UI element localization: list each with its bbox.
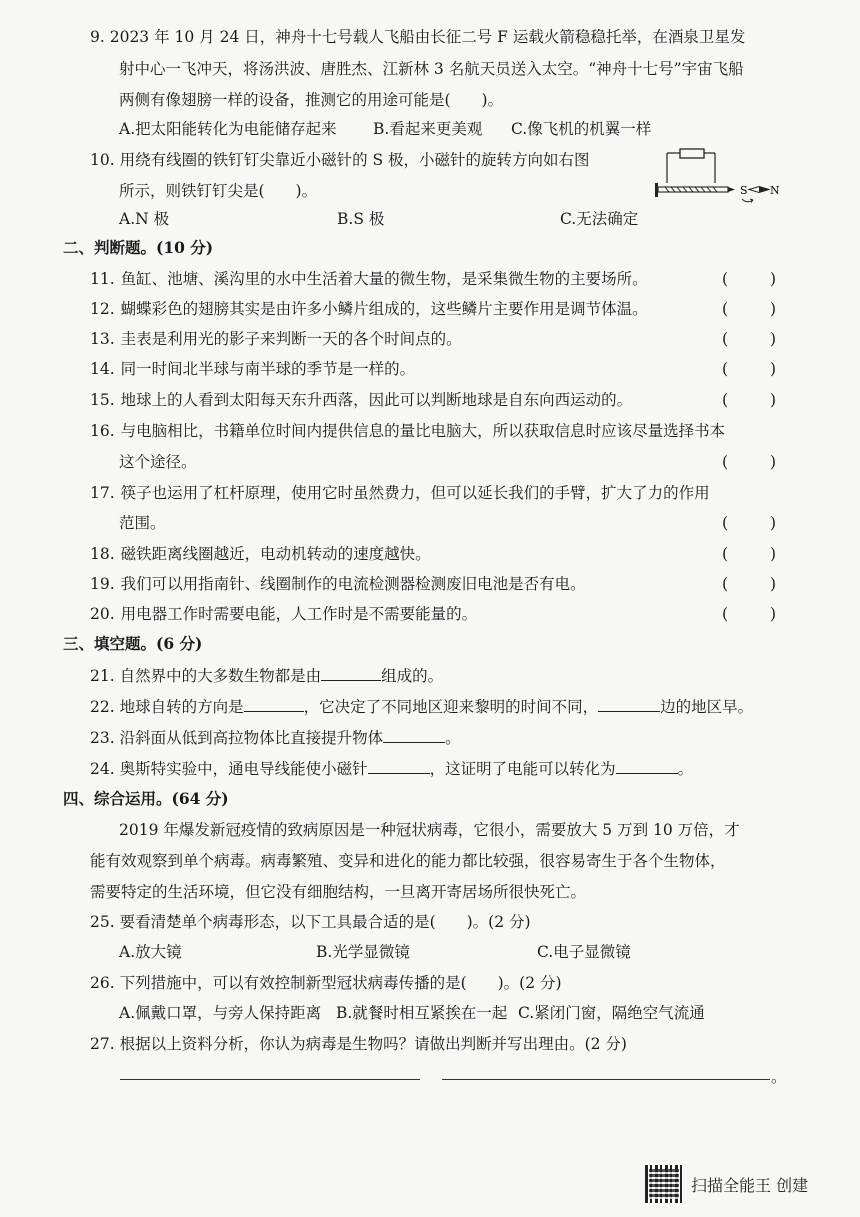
q24-text-c: 。 (677, 760, 694, 778)
answer-paren-close: ) (769, 453, 776, 471)
judge-item-number: 12. (90, 300, 115, 318)
judge-item-number: 16. (90, 422, 115, 440)
answer-paren-open: ( (722, 605, 729, 623)
answer-paren-open: ( (722, 391, 729, 409)
q21-text-b: 组成的。 (381, 667, 444, 685)
q9-line2: 射中心一飞冲天，将汤洪波、唐胜杰、江新林 3 名航天员送入太空。“神舟十七号”宇宙飞船 (119, 60, 744, 78)
answer-paren-open: ( (722, 514, 729, 532)
q21-blank[interactable] (321, 664, 381, 681)
judge-item (90, 482, 710, 504)
q23-text-a: 23. 沿斜面从低到高拉物体比直接提升物体 (90, 729, 384, 747)
q27-answer-line-2[interactable] (442, 1078, 770, 1080)
answer-paren-open: ( (722, 360, 729, 378)
q24-text-b: ，这证明了电能可以转化为 (429, 760, 616, 778)
q10-option-b: B.S 极 (337, 210, 385, 228)
section-2-title: 二、判断题。(10 分) (63, 238, 214, 257)
judge-item-continuation: 范围。 (119, 514, 166, 532)
judge-answer-box[interactable] (722, 328, 776, 350)
passage-line3: 需要特定的生活环境，但它没有细胞结构，一旦离开寄居场所很快死亡。 (90, 883, 587, 901)
q24-blank-2[interactable] (616, 757, 678, 774)
q22-text-a: 22. 地球自转的方向是 (90, 698, 244, 716)
nail-coil-compass-figure (645, 143, 780, 208)
q27-stem: 27. 根据以上资料分析，你认为病毒是生物吗？请做出判断并写出理由。(2 分) (90, 1035, 627, 1053)
section-4-title: 四、综合运用。(64 分) (63, 789, 229, 808)
q26-option-b: B.就餐时相互紧挨在一起 (336, 1004, 508, 1022)
q25-stem: 25. 要看清楚单个病毒形态，以下工具最合适的是( )。(2 分) (90, 913, 531, 931)
judge-answer-box[interactable] (722, 389, 776, 411)
answer-paren-close: ) (769, 300, 776, 318)
judge-item-text: 我们可以用指南针、线圈制作的电流检测器检测废旧电池是否有电。 (120, 575, 586, 593)
judge-item (90, 573, 586, 595)
q10-option-a: A.N 极 (119, 210, 170, 228)
judge-item-text: 筷子也运用了杠杆原理，使用它时虽然费力，但可以延长我们的手臂，扩大了力的作用 (120, 484, 710, 502)
judge-item (90, 328, 462, 350)
judge-item-number: 15. (90, 391, 115, 409)
answer-paren-open: ( (722, 300, 729, 318)
judge-item-number: 13. (90, 330, 115, 348)
q10-line2: 所示，则铁钉钉尖是( )。 (119, 182, 318, 200)
q23 (90, 726, 461, 749)
q24-text-a: 24. 奥斯特实验中，通电导线能使小磁针 (90, 760, 368, 778)
judge-item-text: 用电器工作时需要电能，人工作时是不需要能量的。 (120, 605, 478, 623)
q9-option-b: B.看起来更美观 (373, 120, 483, 138)
answer-paren-open: ( (722, 545, 729, 563)
judge-answer-box[interactable] (722, 268, 776, 290)
answer-paren-close: ) (769, 545, 776, 563)
judge-item-text: 地球上的人看到太阳每天东升西落，因此可以判断地球是自东向西运动的。 (120, 391, 633, 409)
answer-paren-open: ( (722, 575, 729, 593)
judge-answer-box[interactable] (722, 298, 776, 320)
judge-item-continuation: 这个途径。 (119, 453, 197, 471)
q22-blank-1[interactable] (244, 695, 304, 712)
passage-line1: 2019 年爆发新冠疫情的致病原因是一种冠状病毒，它很小，需要放大 5 万到 10 万倍，才 (119, 821, 740, 839)
judge-answer-box[interactable] (722, 603, 776, 625)
compass-n-label: N (770, 184, 780, 197)
q24-blank-1[interactable] (368, 757, 430, 774)
q21-text-a: 21. 自然界中的大多数生物都是由 (90, 667, 322, 685)
q22-blank-2[interactable] (598, 695, 660, 712)
judge-item-number: 19. (90, 575, 115, 593)
judge-item (90, 543, 431, 565)
answer-paren-open: ( (722, 453, 729, 471)
judge-answer-box[interactable] (722, 512, 776, 534)
q23-blank[interactable] (383, 726, 445, 743)
q21 (90, 664, 443, 687)
judge-item (90, 603, 477, 625)
judge-item (90, 268, 648, 290)
answer-paren-close: ) (769, 575, 776, 593)
passage-line2: 能有效观察到单个病毒。病毒繁殖、变异和进化的能力都比较强，很容易寄生于各个生物体， (90, 852, 726, 870)
q25-option-c: C.电子显微镜 (537, 943, 631, 961)
answer-paren-close: ) (769, 391, 776, 409)
q23-text-b: 。 (445, 729, 461, 747)
q9-line3: 两侧有像翅膀一样的设备，推测它的用途可能是( )。 (119, 91, 504, 109)
battery-shape (680, 149, 704, 158)
judge-item-text: 同一时间北半球与南半球的季节是一样的。 (120, 360, 416, 378)
judge-item-text: 鱼缸、池塘、溪沟里的水中生活着大量的微生物，是采集微生物的主要场所。 (120, 270, 648, 288)
judge-item-number: 11. (90, 270, 115, 288)
judge-item-text: 磁铁距离线圈越近，电动机转动的速度越快。 (120, 545, 431, 563)
qr-code-icon (645, 1165, 683, 1203)
answer-paren-close: ) (769, 360, 776, 378)
q22 (90, 695, 753, 718)
answer-paren-open: ( (722, 270, 729, 288)
q9-line1: 9. 2023 年 10 月 24 日，神舟十七号载人飞船由长征二号 F 运载火箭稳稳托举，在酒泉卫星发 (90, 28, 746, 46)
q26-option-c: C.紧闭门窗，隔绝空气流通 (518, 1004, 705, 1022)
judge-answer-box[interactable] (722, 573, 776, 595)
q9-option-a: A.把太阳能转化为电能储存起来 (119, 120, 337, 138)
judge-item (90, 389, 632, 411)
judge-answer-box[interactable] (722, 451, 776, 473)
judge-item (90, 298, 648, 320)
q24 (90, 757, 693, 780)
q27-end-mark: 。 (771, 1068, 787, 1086)
q27-answer-line-1[interactable] (120, 1078, 420, 1080)
answer-paren-open: ( (722, 330, 729, 348)
q22-text-c: 边的地区早。 (660, 698, 754, 716)
q25-option-b: B.光学显微镜 (316, 943, 410, 961)
answer-paren-close: ) (769, 330, 776, 348)
compass-s-label: S (740, 184, 748, 197)
q25-option-a: A.放大镜 (119, 943, 182, 961)
judge-item-number: 17. (90, 484, 115, 502)
judge-item-number: 20. (90, 605, 115, 623)
q26-stem: 26. 下列措施中，可以有效控制新型冠状病毒传播的是( )。(2 分) (90, 974, 562, 992)
q26-option-a: A.佩戴口罩，与旁人保持距离 (119, 1004, 322, 1022)
judge-answer-box[interactable] (722, 358, 776, 380)
judge-item-text: 圭表是利用光的影子来判断一天的各个时间点的。 (120, 330, 462, 348)
judge-item-text: 与电脑相比，书籍单位时间内提供信息的量比电脑大，所以获取信息时应该尽量选择书本 (120, 422, 726, 440)
judge-item (90, 420, 725, 442)
judge-item-text: 蝴蝶彩色的翅膀其实是由许多小鳞片组成的，这些鳞片主要作用是调节体温。 (120, 300, 648, 318)
section-3-title: 三、填空题。(6 分) (63, 634, 203, 653)
scanner-watermark (645, 1165, 808, 1203)
q10-line1: 10. 用绕有线圈的铁钉钉尖靠近小磁针的 S 极，小磁针的旋转方向如右图 (90, 151, 590, 169)
watermark-text: 扫描全能王 创建 (691, 1175, 809, 1195)
q22-text-b: ，它决定了不同地区迎来黎明的时间不同， (303, 698, 599, 716)
judge-item-number: 18. (90, 545, 115, 563)
q9-option-c: C.像飞机的机翼一样 (511, 120, 652, 138)
answer-paren-close: ) (769, 270, 776, 288)
judge-answer-box[interactable] (722, 543, 776, 565)
q10-option-c: C.无法确定 (560, 210, 639, 228)
judge-item (90, 358, 415, 380)
answer-paren-close: ) (769, 605, 776, 623)
judge-item-number: 14. (90, 360, 115, 378)
answer-paren-close: ) (769, 514, 776, 532)
